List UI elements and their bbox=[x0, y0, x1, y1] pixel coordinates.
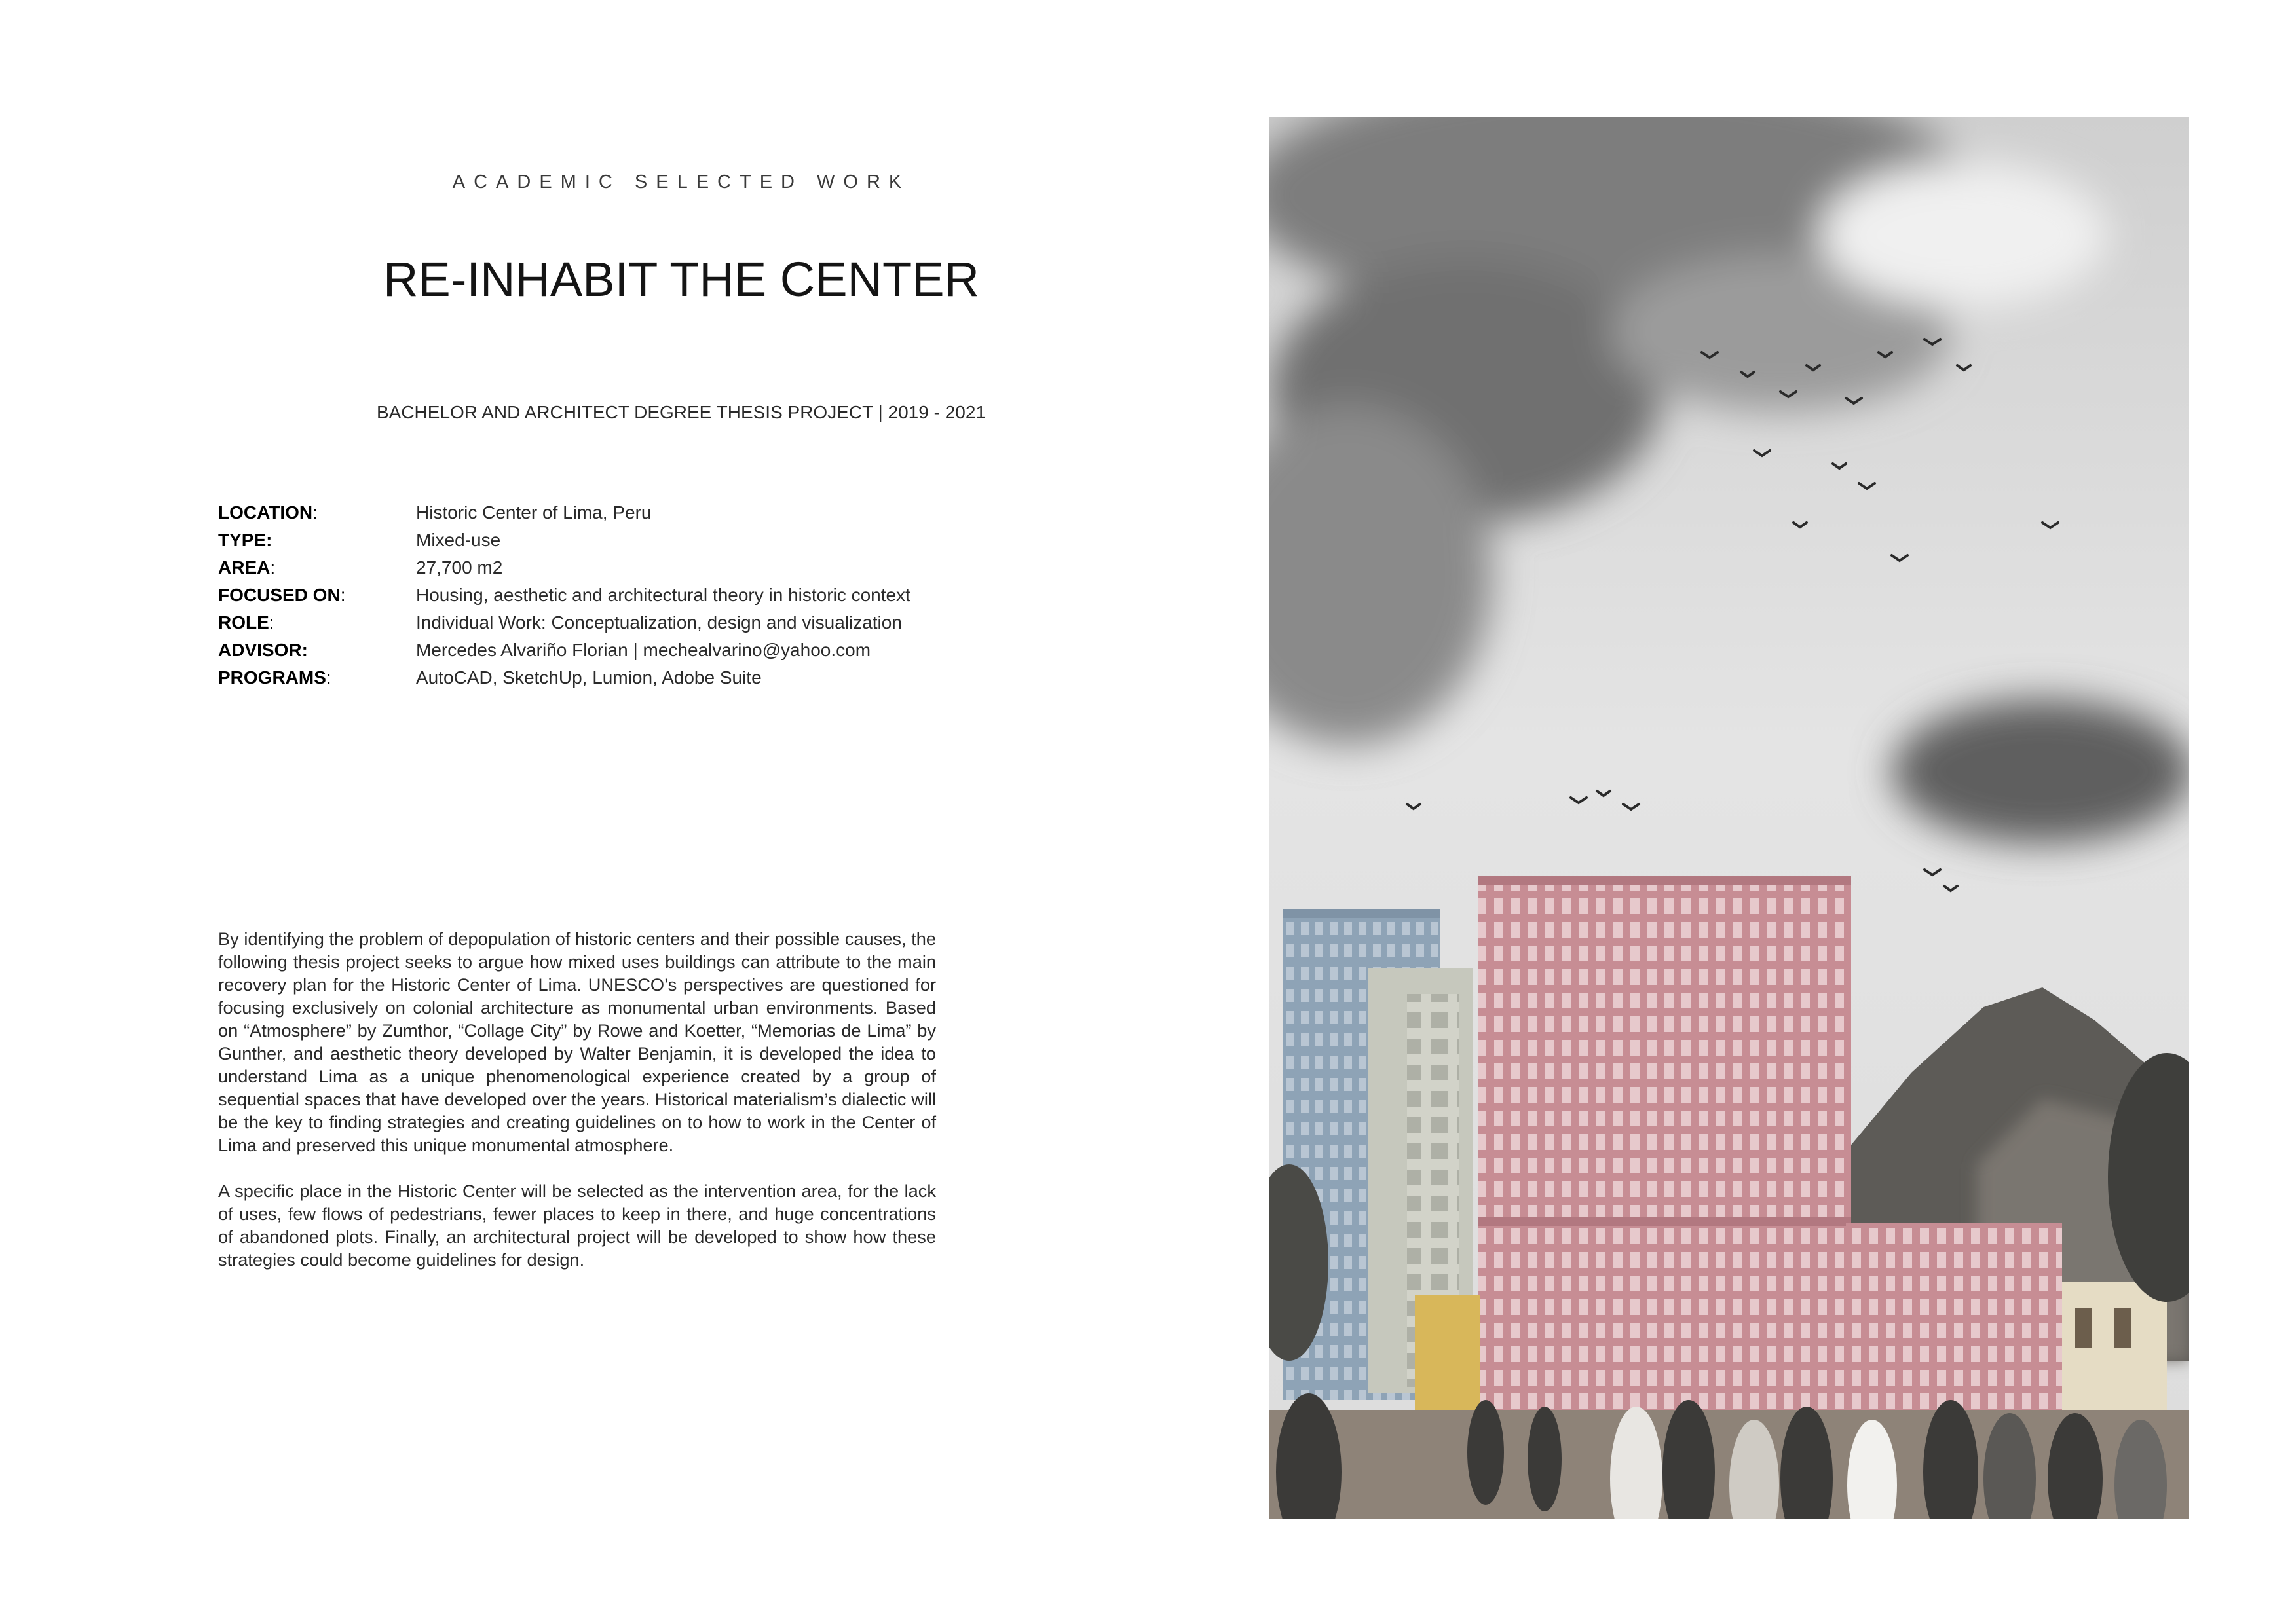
spec-key: LOCATION: bbox=[218, 502, 318, 523]
spec-row-programs bbox=[218, 664, 1135, 692]
project-description bbox=[218, 927, 936, 1294]
spec-key: TYPE: bbox=[218, 530, 272, 550]
spec-value: AutoCAD, SketchUp, Lumion, Adobe Suite bbox=[416, 667, 762, 688]
page-title: RE-INHABIT THE CENTER bbox=[383, 252, 980, 306]
spec-key: ADVISOR: bbox=[218, 640, 308, 660]
spec-value: Individual Work: Conceptualization, design and visualization bbox=[416, 612, 902, 633]
section-kicker: ACADEMIC SELECTED WORK bbox=[452, 172, 910, 193]
building-collage-illustration bbox=[1269, 117, 2189, 1519]
spec-row-area bbox=[218, 554, 1135, 581]
spec-value: 27,700 m2 bbox=[416, 557, 503, 578]
description-paragraph: A specific place in the Historic Center will be selected as the intervention area, for the lack of uses, few flows of pedestrians, fewer places to keep in there, and huge concentrations of abandoned plots. Finally, an architectural project will be developed to show how these strategies could become guidelines for design. bbox=[218, 1181, 936, 1270]
spec-value: Mercedes Alvariño Florian | mechealvarino@yahoo.com bbox=[416, 640, 871, 660]
spec-value: Mixed-use bbox=[416, 530, 501, 550]
spec-key: PROGRAMS: bbox=[218, 667, 331, 688]
spec-value: Historic Center of Lima, Peru bbox=[416, 502, 652, 523]
page-subtitle: BACHELOR AND ARCHITECT DEGREE THESIS PROJECT | 2019 - 2021 bbox=[376, 402, 986, 422]
spec-row-role bbox=[218, 609, 1135, 637]
spec-row-type bbox=[218, 526, 1135, 554]
spec-key: FOCUSED ON: bbox=[218, 585, 346, 605]
spec-key: ROLE: bbox=[218, 612, 274, 633]
podium-red bbox=[1846, 1223, 2062, 1413]
spec-key: AREA: bbox=[218, 557, 276, 578]
house-yellow bbox=[1415, 1295, 1480, 1413]
main-building-red bbox=[1478, 876, 1851, 1413]
spec-row-location bbox=[218, 499, 1135, 526]
description-paragraph: By identifying the problem of depopulation of historic centers and their possible causes, the following thesis project seeks to argue how mixed uses buildings can attribute to the main recovery plan for the Historic Center of Lima. UNESCO’s perspectives are questioned for focusing exclusively on colonial architecture as monumental urban environments. Based on “Atmosphere” by Zumthor, “Collage City” by Rowe and Koetter, “Memorias de Lima” by Gunther, and aesthetic theory developed by Walter Benjamin, it is developed the idea to understand Lima as a unique phenomenological experience created by a group of sequential spaces that have developed over the years. Historical materialism’s dialectic will be the key to finding strategies and creating guidelines on to how to work in the Center of Lima and preserved this unique monumental atmosphere. bbox=[218, 929, 936, 1155]
project-specs bbox=[218, 499, 1135, 692]
hero-rendering bbox=[1269, 117, 2189, 1519]
spec-row-focused-on bbox=[218, 581, 1135, 609]
spec-value: Housing, aesthetic and architectural theory in historic context bbox=[416, 585, 910, 605]
spec-row-advisor bbox=[218, 637, 1135, 664]
